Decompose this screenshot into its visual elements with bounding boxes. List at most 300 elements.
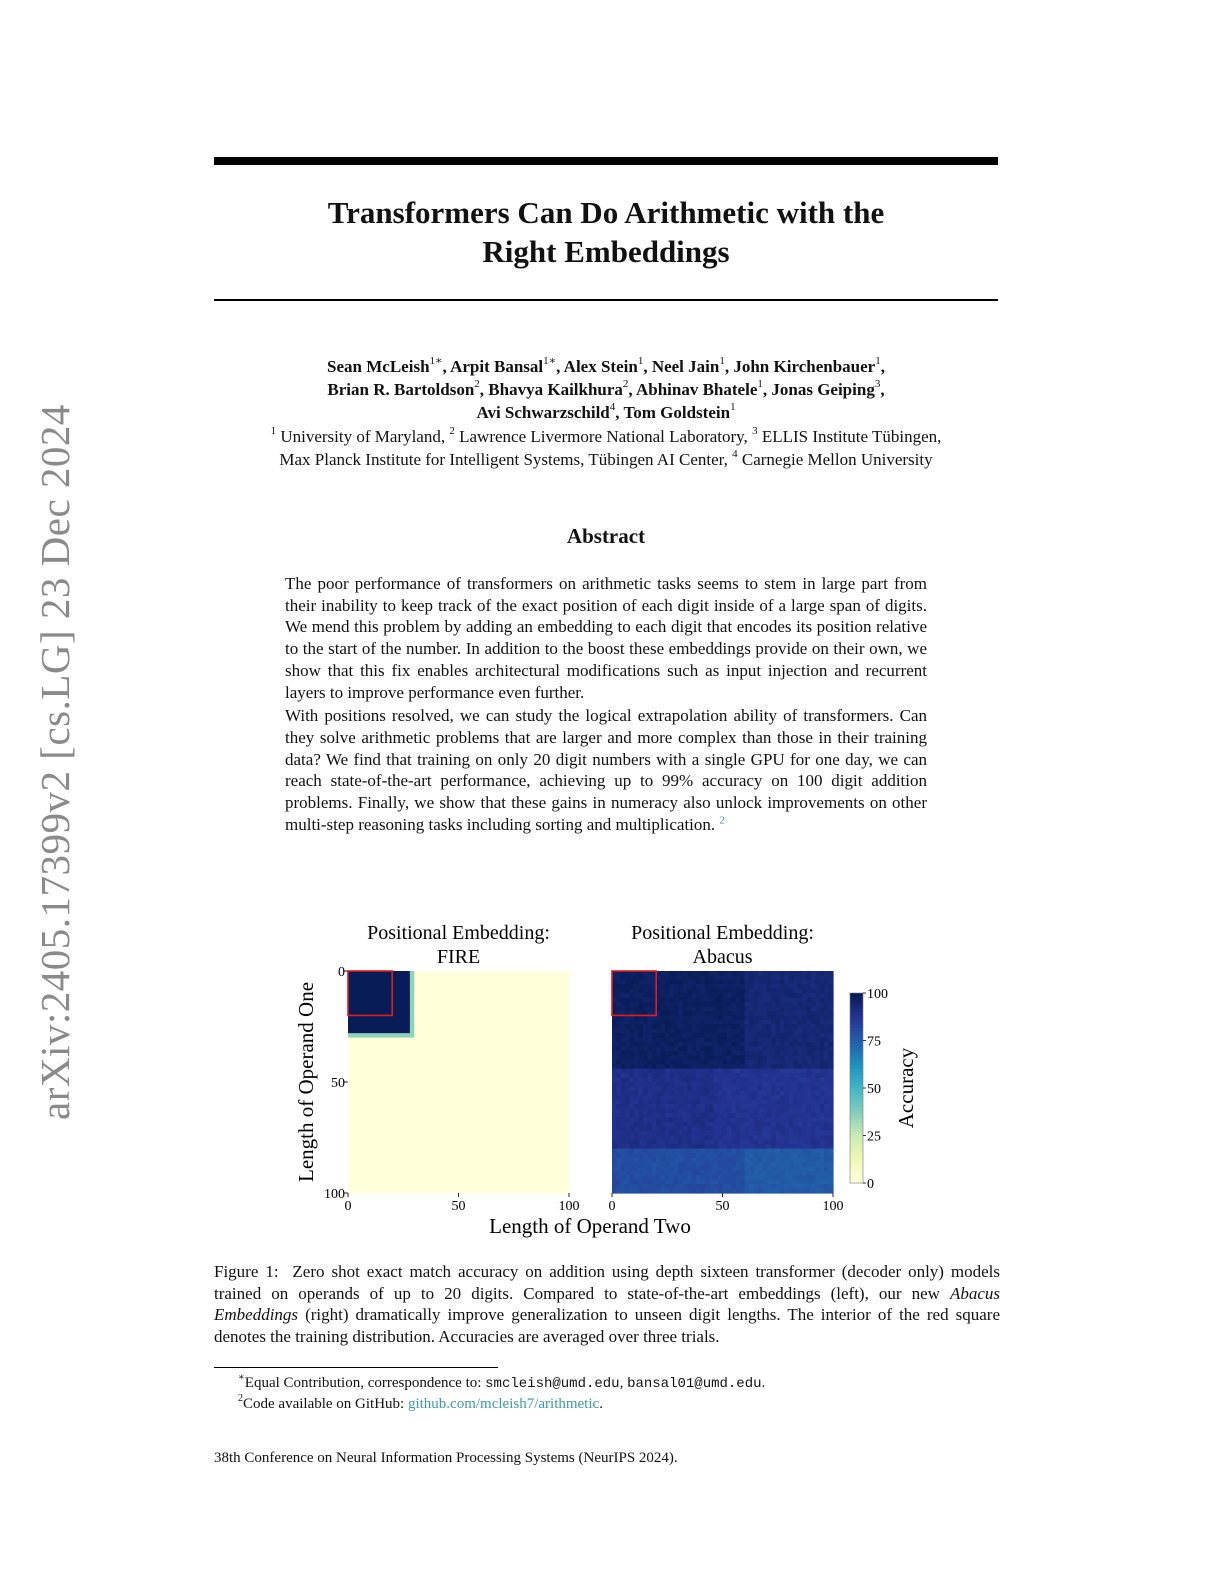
heatmap-cell (771, 1100, 776, 1105)
heatmap-cell (436, 1011, 441, 1016)
heatmap-cell (621, 1131, 626, 1136)
heatmap-cell (551, 1091, 556, 1096)
heatmap-cell (357, 1149, 362, 1154)
heatmap-cell (811, 1109, 816, 1114)
heatmap-cell (441, 1024, 446, 1029)
heatmap-cell (450, 998, 455, 1003)
heatmap-cell (361, 975, 366, 980)
heatmap-cell (815, 1100, 820, 1105)
heatmap-cell (459, 1051, 464, 1056)
heatmap-cell (767, 989, 772, 994)
heatmap-cell (348, 1042, 353, 1047)
heatmap-cell (669, 1069, 674, 1074)
heatmap-cell (361, 1109, 366, 1114)
heatmap-cell (512, 1073, 517, 1078)
footnote-mark-link[interactable]: 2 (719, 814, 725, 827)
heatmap-cell (503, 1011, 508, 1016)
heatmap-cell (731, 1126, 736, 1131)
heatmap-cell (405, 1038, 410, 1043)
heatmap-cell (419, 1131, 424, 1136)
heatmap-cell (802, 980, 807, 985)
heatmap-cell (780, 1140, 785, 1145)
heatmap-cell (687, 1140, 692, 1145)
heatmap-cell (687, 1126, 692, 1131)
heatmap-cell (745, 1140, 750, 1145)
heatmap-cell (678, 984, 683, 989)
heatmap-cell (731, 1069, 736, 1074)
heatmap-cell (723, 1171, 728, 1176)
heatmap-cell (397, 1135, 402, 1140)
heatmap-cell (423, 1104, 428, 1109)
heatmap-cell (507, 998, 512, 1003)
heatmap-cell (525, 1144, 530, 1149)
abstract-paragraph-2-text: With positions resolved, we can study the logical extrapolation ability of transformers. Can they solve arithmetic problems that are larger and more complex than those in their training data? We find that training on only 20 digit numbers with a single GPU for one day, we can reach state-of-the-art performance, achieving up to 99% accuracy on 100 digit addition problems. Finally, we show that these gains in numeracy also unlock improvements on other multi-step reasoning tasks including sorting and multiplication. (285, 706, 927, 834)
heatmap-cell (723, 1086, 728, 1091)
heatmap-cell (405, 984, 410, 989)
heatmap-cell (784, 1082, 789, 1087)
heatmap-cell (503, 1064, 508, 1069)
heatmap-cell (616, 1055, 621, 1060)
heatmap-cell (379, 1073, 384, 1078)
heatmap-cell (829, 980, 834, 985)
heatmap-cell (616, 1166, 621, 1171)
heatmap-cell (647, 1024, 652, 1029)
heatmap-cell (771, 1002, 776, 1007)
heatmap-cell (547, 1069, 552, 1074)
heatmap-cell (616, 1020, 621, 1025)
heatmap-cell (472, 993, 477, 998)
heatmap-cell (771, 1113, 776, 1118)
heatmap-cell (714, 998, 719, 1003)
heatmap-cell (516, 1046, 521, 1051)
heatmap-cell (405, 1126, 410, 1131)
heatmap-cell (459, 1015, 464, 1020)
heatmap-cell (348, 1104, 353, 1109)
heatmap-cell (525, 1118, 530, 1123)
heatmap-cell (762, 993, 767, 998)
heatmap-cell (798, 984, 803, 989)
heatmap-cell (352, 1171, 357, 1176)
heatmap-cell (749, 1144, 754, 1149)
heatmap-cell (753, 1166, 758, 1171)
heatmap-cell (459, 1113, 464, 1118)
heatmap-cell (612, 1144, 617, 1149)
heatmap-cell (348, 1091, 353, 1096)
heatmap-cell (723, 1140, 728, 1145)
heatmap-cell (820, 989, 825, 994)
heatmap-cell (639, 1038, 644, 1043)
heatmap-cell (643, 1180, 648, 1185)
heatmap-cell (436, 1020, 441, 1025)
heatmap-cell (700, 1184, 705, 1189)
heatmap-cell (512, 1175, 517, 1180)
heatmap-cell (516, 1064, 521, 1069)
heatmap-cell (357, 1024, 362, 1029)
heatmap-cell (476, 1184, 481, 1189)
heatmap-cell (824, 1078, 829, 1083)
heatmap-cell (687, 1082, 692, 1087)
heatmap-cell (388, 1166, 393, 1171)
heatmap-cell (639, 1055, 644, 1060)
heatmap-cell (423, 1078, 428, 1083)
heatmap-cell (705, 1104, 710, 1109)
heatmap-cell (687, 1091, 692, 1096)
heatmap-cell (485, 1029, 490, 1034)
heatmap-cell (450, 1153, 455, 1158)
heatmap-cell (560, 1038, 565, 1043)
heatmap-cell (529, 1113, 534, 1118)
heatmap-cell (753, 1144, 758, 1149)
heatmap-cell (366, 1007, 371, 1012)
heatmap-cell (815, 1069, 820, 1074)
heatmap-cell (397, 1153, 402, 1158)
heatmap-cell (388, 1184, 393, 1189)
heatmap-cell (762, 975, 767, 980)
heatmap-cell (753, 1153, 758, 1158)
heatmap-cell (432, 1064, 437, 1069)
heatmap-cell (656, 1184, 661, 1189)
heatmap-cell (674, 1109, 679, 1114)
heatmap-cell (652, 1073, 657, 1078)
heatmap-cell (383, 1153, 388, 1158)
heatmap-cell (692, 1100, 697, 1105)
heatmap-cell (441, 1011, 446, 1016)
heatmap-cell (445, 1029, 450, 1034)
heatmap-cell (740, 1029, 745, 1034)
heatmap-cell (538, 1126, 543, 1131)
heatmap-cell (683, 1095, 688, 1100)
heatmap-cell (445, 1091, 450, 1096)
heatmap-cell (811, 1157, 816, 1162)
heatmap-cell (520, 1078, 525, 1083)
heatmap-cell (745, 1162, 750, 1167)
heatmap-cell (705, 1020, 710, 1025)
heatmap-cell (661, 1122, 666, 1127)
heatmap-cell (709, 1091, 714, 1096)
heatmap-cell (616, 1007, 621, 1012)
heatmap-cell (370, 1144, 375, 1149)
heatmap-cell (731, 1064, 736, 1069)
heatmap-cell (379, 1104, 384, 1109)
heatmap-cell (538, 1078, 543, 1083)
heatmap-cell (379, 1064, 384, 1069)
heatmap-cell (736, 1113, 741, 1118)
heatmap-cell (414, 1038, 419, 1043)
heatmap-cell (798, 1038, 803, 1043)
heatmap-cell (665, 1073, 670, 1078)
heatmap-cell (652, 1095, 657, 1100)
heatmap-cell (824, 1175, 829, 1180)
heatmap-cell (410, 1042, 415, 1047)
heatmap-cell (820, 1126, 825, 1131)
heatmap-cell (616, 998, 621, 1003)
heatmap-cell (361, 1100, 366, 1105)
heatmap-cell (696, 1175, 701, 1180)
heatmap-cell (731, 1131, 736, 1136)
heatmap-cell (507, 993, 512, 998)
heatmap-cell (643, 1002, 648, 1007)
heatmap-cell (405, 980, 410, 985)
heatmap-cell (767, 1149, 772, 1154)
heatmap-cell (565, 1166, 570, 1171)
heatmap-cell (423, 1149, 428, 1154)
heatmap-cell (678, 1157, 683, 1162)
heatmap-cell (634, 980, 639, 985)
heatmap-cell (401, 1122, 406, 1127)
heatmap-cell (503, 1073, 508, 1078)
heatmap-cell (476, 1091, 481, 1096)
heatmap-cell (749, 1007, 754, 1012)
heatmap-cell (556, 993, 561, 998)
heatmap-cell (683, 1073, 688, 1078)
heatmap-cell (829, 1153, 834, 1158)
heatmap-cell (348, 1024, 353, 1029)
heatmap-cell (551, 989, 556, 994)
heatmap-cell (745, 1166, 750, 1171)
heatmap-cell (736, 993, 741, 998)
heatmap-cell (366, 1073, 371, 1078)
heatmap-cell (762, 1051, 767, 1056)
heatmap-cell (441, 1069, 446, 1074)
heatmap-cell (529, 1162, 534, 1167)
heatmap-cell (472, 1104, 477, 1109)
heatmap-cell (639, 980, 644, 985)
heatmap-cell (776, 998, 781, 1003)
heatmap-cell (481, 1175, 486, 1180)
heatmap-cell (445, 1007, 450, 1012)
heatmap-cell (542, 1153, 547, 1158)
heatmap-cell (547, 1055, 552, 1060)
heatmap-cell (405, 971, 410, 976)
heatmap-cell (753, 1180, 758, 1185)
heatmap-cell (829, 1007, 834, 1012)
heatmap-cell (714, 975, 719, 980)
heatmap-cell (516, 998, 521, 1003)
heatmap-cell (565, 1104, 570, 1109)
heatmap-cell (639, 989, 644, 994)
heatmap-cell (560, 1086, 565, 1091)
heatmap-cell (665, 1126, 670, 1131)
heatmap-cell (656, 1046, 661, 1051)
heatmap-cell (625, 1184, 630, 1189)
heatmap-cell (494, 1175, 499, 1180)
heatmap-cell (516, 1091, 521, 1096)
heatmap-cell (740, 1038, 745, 1043)
heatmap-cell (824, 1100, 829, 1105)
heatmap-cell (370, 1180, 375, 1185)
heatmap-cell (547, 1078, 552, 1083)
heatmap-cell (538, 1122, 543, 1127)
heatmap-cell (634, 1109, 639, 1114)
heatmap-cell (700, 1069, 705, 1074)
heatmap-cell (758, 984, 763, 989)
heatmap-cell (375, 1131, 380, 1136)
heatmap-cell (357, 1078, 362, 1083)
heatmap-cell (714, 1140, 719, 1145)
heatmap-cell (753, 984, 758, 989)
heatmap-cell (815, 1175, 820, 1180)
heatmap-cell (692, 1020, 697, 1025)
heatmap-cell (714, 1024, 719, 1029)
heatmap-cell (352, 1189, 357, 1194)
heatmap-cell (441, 1140, 446, 1145)
heatmap-cell (503, 1002, 508, 1007)
heatmap-cell (405, 1149, 410, 1154)
heatmap-cell (463, 1033, 468, 1038)
heatmap-cell (806, 1104, 811, 1109)
heatmap-cell (547, 1171, 552, 1176)
heatmap-cell (556, 980, 561, 985)
heatmap-cell (538, 1153, 543, 1158)
heatmap-cell (375, 1171, 380, 1176)
heatmap-cell (714, 1171, 719, 1176)
heatmap-cell (661, 1126, 666, 1131)
heatmap-cell (802, 1051, 807, 1056)
heatmap-cell (789, 975, 794, 980)
heatmap-cell (494, 1144, 499, 1149)
heatmap-cell (811, 1024, 816, 1029)
heatmap-cell (481, 1078, 486, 1083)
heatmap-cell (630, 1007, 635, 1012)
heatmap-cell (705, 1042, 710, 1047)
heatmap-cell (771, 998, 776, 1003)
heatmap-cell (784, 1135, 789, 1140)
heatmap-cell (683, 1086, 688, 1091)
heatmap-cell (556, 1184, 561, 1189)
heatmap-cell (542, 980, 547, 985)
heatmap-cell (687, 1046, 692, 1051)
heatmap-cell (762, 1126, 767, 1131)
heatmap-cell (687, 1180, 692, 1185)
heatmap-cell (740, 971, 745, 976)
heatmap-cell (463, 1135, 468, 1140)
heatmap-cell (560, 980, 565, 985)
heatmap-cell (723, 1069, 728, 1074)
heatmap-cell (612, 1175, 617, 1180)
heatmap-cell (820, 1073, 825, 1078)
heatmap-cell (612, 1122, 617, 1127)
heatmap-cell (352, 1042, 357, 1047)
heatmap-cell (643, 975, 648, 980)
heatmap-cell (397, 1011, 402, 1016)
heatmap-cell (507, 980, 512, 985)
heatmap-cell (678, 971, 683, 976)
heatmap-cell (824, 1118, 829, 1123)
heatmap-cell (789, 1078, 794, 1083)
heatmap-cell (798, 1011, 803, 1016)
heatmap-cell (669, 1073, 674, 1078)
heatmap-cell (616, 975, 621, 980)
heatmap-cell (767, 1109, 772, 1114)
heatmap-cell (714, 1109, 719, 1114)
heatmap-cell (745, 1020, 750, 1025)
heatmap-cell (634, 1113, 639, 1118)
heatmap-cell (612, 1104, 617, 1109)
heatmap-cell (503, 1100, 508, 1105)
heatmap-cell (683, 1180, 688, 1185)
heatmap-cell (445, 971, 450, 976)
heatmap-cell (643, 1122, 648, 1127)
heatmap-cell (643, 1069, 648, 1074)
heatmap-cell (776, 1038, 781, 1043)
heatmap-cell (647, 989, 652, 994)
heatmap-cell (700, 1042, 705, 1047)
heatmap-cell (352, 1175, 357, 1180)
heatmap-cell (472, 1144, 477, 1149)
heatmap-cell (661, 993, 666, 998)
heatmap-cell (556, 1015, 561, 1020)
heatmap-cell (463, 1051, 468, 1056)
heatmap-cell (776, 1140, 781, 1145)
heatmap-cell (714, 1122, 719, 1127)
heatmap-cell (669, 1104, 674, 1109)
heatmap-cell (397, 1126, 402, 1131)
heatmap-cell (793, 1113, 798, 1118)
heatmap-cell (727, 1046, 732, 1051)
heatmap-cell (696, 984, 701, 989)
heatmap-cell (445, 1073, 450, 1078)
heatmap-cell (652, 1140, 657, 1145)
heatmap-cell (560, 971, 565, 976)
heatmap-cell (476, 993, 481, 998)
heatmap-cell (551, 1162, 556, 1167)
heatmap-cell (419, 1020, 424, 1025)
heatmap-cell (780, 1007, 785, 1012)
heatmap-cell (538, 1002, 543, 1007)
heatmap-cell (643, 1157, 648, 1162)
heatmap-cell (370, 1157, 375, 1162)
heatmap-cell (459, 1118, 464, 1123)
heatmap-cell (762, 1140, 767, 1145)
heatmap-cell (740, 998, 745, 1003)
heatmap-cell (414, 1095, 419, 1100)
heatmap-cell (507, 1135, 512, 1140)
heatmap-cell (560, 989, 565, 994)
heatmap-cell (789, 1126, 794, 1131)
heatmap-cell (534, 1131, 539, 1136)
heatmap-cell (498, 1131, 503, 1136)
heatmap-cell (630, 1024, 635, 1029)
heatmap-cell (736, 1118, 741, 1123)
heatmap-cell (767, 1042, 772, 1047)
heatmap-cell (476, 1002, 481, 1007)
heatmap-cell (652, 1060, 657, 1065)
heatmap-cell (485, 1175, 490, 1180)
heatmap-cell (714, 1157, 719, 1162)
heatmap-cell (459, 1104, 464, 1109)
heatmap-cell (432, 1157, 437, 1162)
heatmap-cell (366, 1064, 371, 1069)
heatmap-cell (705, 1149, 710, 1154)
heatmap-cell (472, 1171, 477, 1176)
heatmap-cell (647, 1064, 652, 1069)
heatmap-cell (661, 980, 666, 985)
heatmap-cell (498, 1086, 503, 1091)
heatmap-cell (740, 1095, 745, 1100)
heatmap-cell (647, 1144, 652, 1149)
heatmap-cell (811, 1082, 816, 1087)
heatmap-cell (534, 1118, 539, 1123)
heatmap-cell (516, 1180, 521, 1185)
heatmap-cell (436, 1060, 441, 1065)
heatmap-cell (375, 1038, 380, 1043)
heatmap-cell (714, 1118, 719, 1123)
heatmap-cell (476, 971, 481, 976)
heatmap-cell (798, 1042, 803, 1047)
heatmap-cell (811, 1095, 816, 1100)
heatmap-cell (366, 1157, 371, 1162)
heatmap-cell (375, 1002, 380, 1007)
